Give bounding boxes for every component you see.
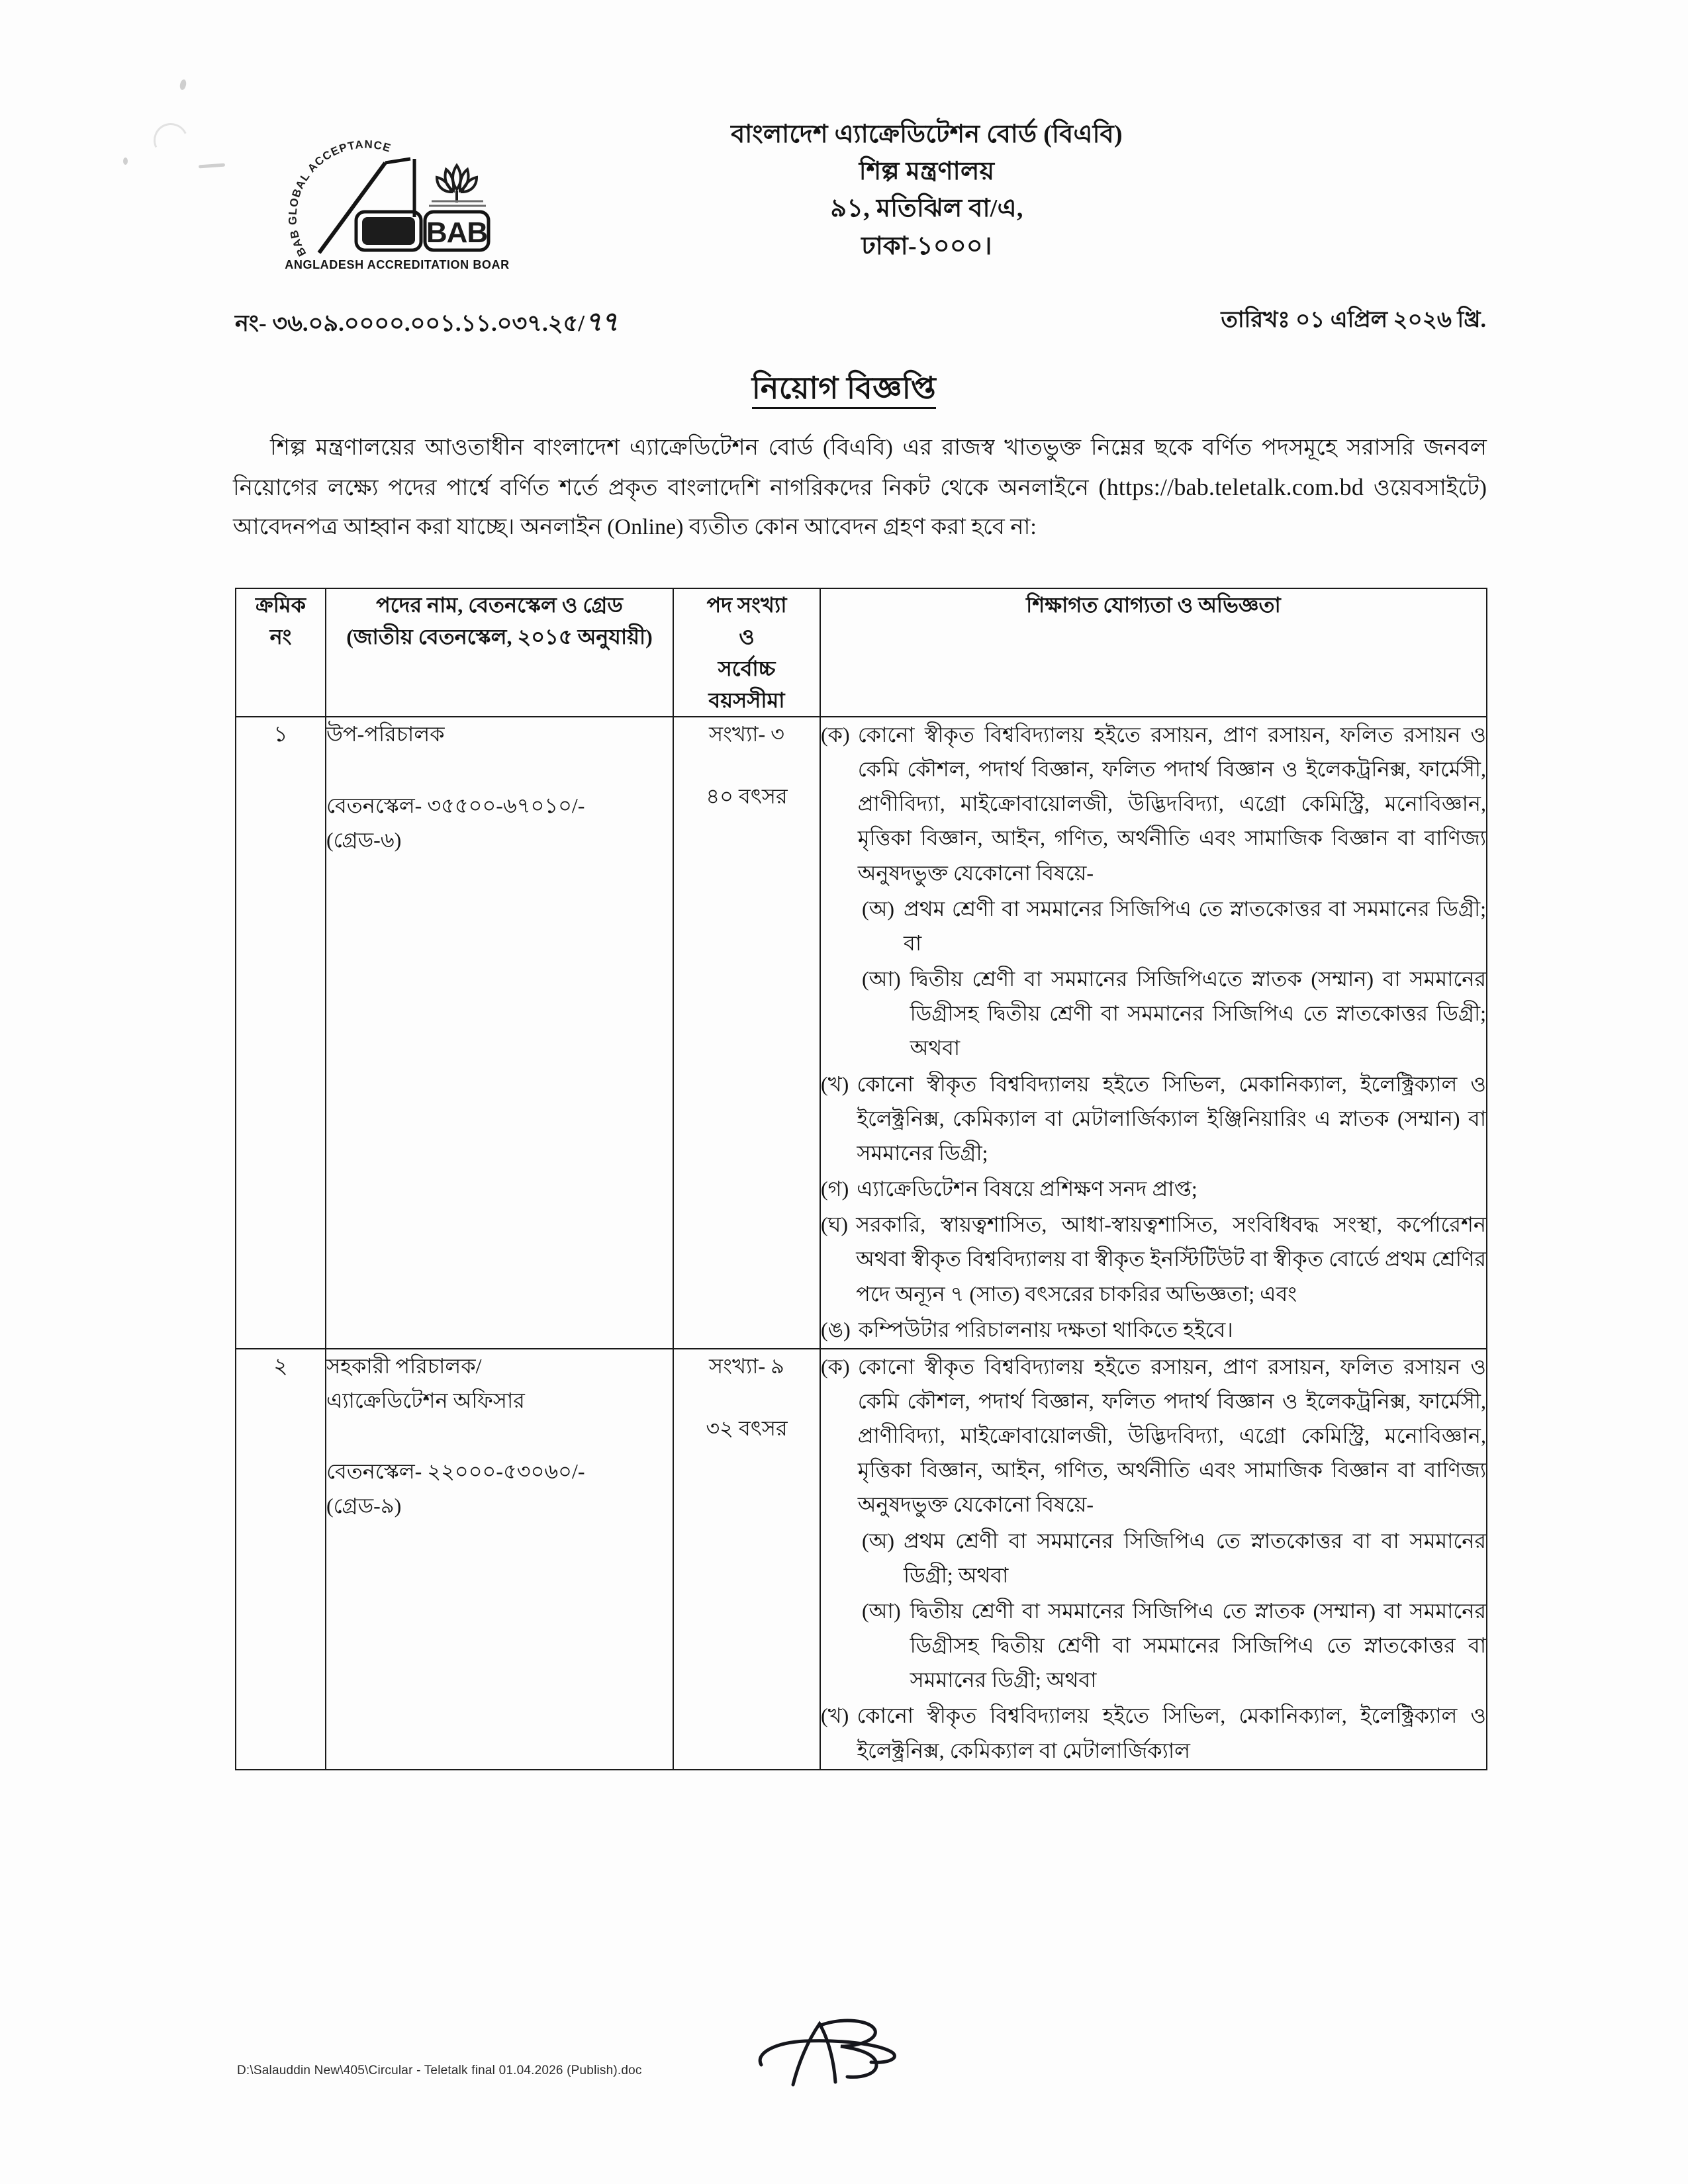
header-serial	[236, 588, 326, 717]
row2-post	[326, 1349, 673, 1770]
header-post-line1: পদের নাম, বেতনস্কেল ও গ্রেড	[376, 593, 623, 617]
row2-clause-kha-marker: (খ)	[821, 1704, 849, 1728]
clause-ka-sub-a-marker: (অ)	[862, 896, 895, 921]
row2-count-age	[673, 1349, 820, 1770]
clause-ka-sub-aa-marker: (আ)	[862, 967, 901, 991]
row2-clause-ka-sub-a-marker: (অ)	[862, 1528, 895, 1553]
table-header-row	[236, 588, 1487, 717]
clause-ka-sub-a	[862, 891, 1486, 960]
row1-age-limit: ৪০ বৎসর	[706, 784, 788, 808]
header-count-line3: সর্বোচ্চ	[718, 657, 776, 680]
clause-ga	[821, 1171, 1486, 1206]
intro-tail-text: ওয়েবসাইটে) আবেদনপত্র আহ্বান করা যাচ্ছে। অনলাইন (Online) ব্যতীত কোন আবেদন গ্রহণ করা হবে না:	[233, 476, 1487, 540]
row1-post-name: উপ-পরিচালক	[326, 722, 445, 746]
clause-gha-text: সরকারি, স্বায়ত্বশাসিত, আধা-স্বায়ত্বশাসিত, সংবিধিবদ্ধ সংস্থা, কর্পোরেশন অথবা স্বীকৃত বিশ্ববিদ্যালয় বা স্বীকৃত ইনস্টিটিউট বা স্বীকৃত বোর্ডে প্রথম শ্রেণির পদে অন্যূন ৭ (সাত) বৎসরের চাকরির অভিজ্ঞতা; এবং	[856, 1212, 1486, 1306]
document-date: তারিখঃ ০১ এপ্রিল ২০২৬ খ্রি.	[1221, 308, 1486, 332]
row2-clause-ka-sub-aa-text: দ্বিতীয় শ্রেণী বা সমমানের সিজিপিএ তে স্নাতক (সম্মান) বা সমমানের ডিগ্রীসহ দ্বিতীয় শ্রেণী বা সমমানের সিজিপিএ তে স্নাতকোত্তর বা সমমানের ডিগ্রী; অথবা	[910, 1598, 1486, 1692]
reference-number-handwritten: ৭৭	[584, 306, 618, 338]
table-row	[236, 1349, 1487, 1770]
row1-vacancy-count: সংখ্যা- ৩	[709, 722, 784, 746]
row1-serial: ১	[236, 717, 326, 1349]
signature	[735, 2011, 947, 2090]
row2-serial: ২	[236, 1349, 326, 1770]
clause-ka-sub-aa-text: দ্বিতীয় শ্রেণী বা সমমানের সিজিপিএতে স্নাতক (সম্মান) বা সমমানের ডিগ্রীসহ দ্বিতীয় শ্রেণী বা সমমানের সিজিপিএ তে স্নাতকোত্তর ডিগ্রী; অথবা	[910, 967, 1486, 1060]
reference-date-row	[235, 301, 1486, 341]
row1-post	[326, 717, 673, 1349]
organization-block	[596, 116, 1258, 265]
spacer	[326, 752, 673, 789]
organization-name: বাংলাদেশ এ্যাক্রেডিটেশন বোর্ড (বিএবি)	[731, 120, 1123, 148]
row2-clause-ka-sub-aa	[862, 1594, 1486, 1697]
ministry-name: শিল্প মন্ত্রণালয়	[859, 158, 995, 186]
reference-number	[235, 301, 617, 347]
clause-ga-text: এ্যাক্রেডিটেশন বিষয়ে প্রশিক্ষণ সনদ প্রাপ্ত;	[857, 1177, 1197, 1201]
spacer	[674, 1384, 820, 1412]
row2-pay-scale: বেতনস্কেল- ২২০০০-৫৩০৬০/-	[326, 1459, 585, 1484]
document-file-path: D:\Salauddin New\405\Circular - Teletalk final 01.04.2026 (Publish).doc	[237, 2064, 642, 2077]
row2-clause-ka-sub-a	[862, 1524, 1486, 1592]
intro-paragraph	[233, 429, 1487, 547]
row1-count-age	[673, 717, 820, 1349]
spacer	[674, 752, 820, 780]
table-row	[236, 717, 1487, 1349]
row2-clause-ka-sub-aa-marker: (আ)	[862, 1598, 901, 1623]
clause-uma-marker: (ঙ)	[821, 1317, 851, 1342]
reference-number-printed: নং- ৩৬.০৯.০০০০.০০১.১১.০৩৭.২৫/	[235, 310, 585, 336]
clause-gha-marker: (ঘ)	[821, 1212, 849, 1237]
row2-clause-kha	[821, 1698, 1486, 1767]
row2-grade: (গ্রেড-৯)	[326, 1494, 402, 1518]
row2-clause-ka-sub-a-text: প্রথম শ্রেণী বা সমমানের সিজিপিএ তে স্নাতকোত্তর বা বা সমমানের ডিগ্রী; অথবা	[904, 1528, 1486, 1587]
page-title	[0, 365, 1688, 416]
row1-pay-scale: বেতনস্কেল- ৩৫৫০০-৬৭০১০/-	[326, 793, 585, 817]
clause-kha	[821, 1067, 1486, 1170]
spacer	[326, 1418, 673, 1455]
header-serial-line1: ক্রমিক	[255, 593, 306, 617]
svg-text:BAB GLOBAL ACCEPTANCE: BAB GLOBAL ACCEPTANCE	[286, 139, 393, 259]
address-line-2: ঢাকা-১০০০।	[861, 232, 992, 260]
clause-ka-text: কোনো স্বীকৃত বিশ্ববিদ্যালয় হইতে রসায়ন, প্রাণ রসায়ন, ফলিত রসায়ন ও কেমি কৌশল, পদার্থ বিজ্ঞান, ফলিত পদার্থ বিজ্ঞান ও ইলেকট্রনিক্স, ফার্মেসী, প্রাণীবিদ্যা, মাইক্রোবায়োলজী, উদ্ভিদবিদ্যা, এগ্রো কেমিস্ট্রি, মনোবিজ্ঞান, মৃত্তিকা বিজ্ঞান, আইন, গণিত, অর্থনীতি এবং সামাজিক বিজ্ঞান বা বাণিজ্য অনুষদভুক্ত যেকোনো বিষয়ে-	[857, 723, 1486, 885]
row1-qualification	[820, 717, 1487, 1349]
address-line-1: ৯১, মতিঝিল বা/এ,	[830, 195, 1023, 223]
header-qualification: শিক্ষাগত যোগ্যতা ও অভিজ্ঞতা	[820, 588, 1487, 717]
clause-uma-text: কম্পিউটার পরিচালনায় দক্ষতা থাকিতে হইবে।	[858, 1317, 1233, 1342]
bab-logo-caption: BANGLADESH ACCREDITATION BOARD	[285, 258, 510, 271]
intro-text: শিল্প মন্ত্রণালয়ের আওতাধীন বাংলাদেশ এ্যাক্রেডিটেশন বোর্ড (বিএবি) এর রাজস্ব খাতভুক্ত নিম্নের ছকে বর্ণিত পদসমূহে সরাসরি জনবল নিয়োগের লক্ষ্যে পদের পার্শ্বে বর্ণিত শর্তে প্রকৃত বাংলাদেশি নাগরিকদের নিকট থেকে অনলাইনে	[233, 435, 1487, 501]
clause-ka-sub-aa	[862, 962, 1486, 1065]
header-count-age	[673, 588, 820, 717]
header-count-line2: ও	[739, 625, 755, 649]
row2-clause-kha-text: কোনো স্বীকৃত বিশ্ববিদ্যালয় হইতে সিভিল, মেকানিক্যাল, ইলেক্ট্রিক্যাল ও ইলেক্ট্রনিক্স, কেমিক্যাল বা মেটালার্জিক্যাল	[857, 1704, 1486, 1762]
header-count-line1: পদ সংখ্যা	[706, 593, 787, 617]
clause-ka-marker: (ক)	[821, 723, 850, 747]
posts-table	[235, 588, 1487, 1770]
bab-logo	[285, 139, 510, 281]
clause-kha-text: কোনো স্বীকৃত বিশ্ববিদ্যালয় হইতে সিভিল, মেকানিক্যাল, ইলেক্ট্রিক্যাল ও ইলেক্ট্রনিক্স, কেমিক্যাল বা মেটালার্জিক্যাল ইঞ্জিনিয়ারিং এ স্নাতক (সম্মান) বা সমমানের ডিগ্রী;	[857, 1071, 1486, 1165]
header-serial-line2: নং	[269, 625, 292, 649]
signature-icon	[735, 2011, 947, 2090]
page-title-text: নিয়োগ বিজ্ঞপ্তি	[752, 371, 936, 409]
scan-artifact	[179, 79, 187, 91]
header-count-line4: বয়সসীমা	[708, 688, 785, 712]
document-header	[0, 116, 1688, 308]
row1-grade: (গ্রেড-৬)	[326, 827, 402, 852]
row2-age-limit: ৩২ বৎসর	[706, 1416, 788, 1440]
clause-ka	[821, 717, 1486, 890]
row2-clause-ka-marker: (ক)	[821, 1354, 850, 1379]
clause-uma	[821, 1312, 1486, 1347]
header-post	[326, 588, 673, 717]
row2-clause-ka-text: কোনো স্বীকৃত বিশ্ববিদ্যালয় হইতে রসায়ন, প্রাণ রসায়ন, ফলিত রসায়ন ও কেমি কৌশল, পদার্থ বিজ্ঞান, ফলিত পদার্থ বিজ্ঞান ও ইলেকট্রনিক্স, ফার্মেসী, প্রাণীবিদ্যা, মাইক্রোবায়োলজী, উদ্ভিদবিদ্যা, এগ্রো কেমিস্ট্রি, মনোবিজ্ঞান, মৃত্তিকা বিজ্ঞান, আইন, গণিত, অর্থনীতি এবং সামাজিক বিজ্ঞান বা বাণিজ্য অনুষদভুক্ত যেকোনো বিষয়ে-	[857, 1354, 1486, 1517]
bab-logo-icon	[285, 139, 510, 281]
row2-post-name-line1: সহকারী পরিচালক/	[326, 1353, 482, 1378]
clause-gha	[821, 1207, 1486, 1310]
clause-ga-marker: (গ)	[821, 1177, 849, 1201]
row2-post-name-line2: এ্যাক্রেডিটেশন অফিসার	[326, 1388, 525, 1412]
application-url: (https://bab.teletalk.com.bd	[1098, 474, 1364, 501]
clause-kha-marker: (খ)	[821, 1071, 849, 1096]
row2-qualification	[820, 1349, 1487, 1770]
row2-clause-ka	[821, 1349, 1486, 1522]
header-post-line2: (জাতীয় বেতনস্কেল, ২০১৫ অনুযায়ী)	[346, 625, 653, 649]
clause-ka-sub-a-text: প্রথম শ্রেণী বা সমমানের সিজিপিএ তে স্নাতকোত্তর বা সমমানের ডিগ্রী; বা	[904, 896, 1486, 955]
svg-text:BAB: BAB	[426, 216, 488, 249]
row2-vacancy-count: সংখ্যা- ৯	[709, 1353, 784, 1378]
